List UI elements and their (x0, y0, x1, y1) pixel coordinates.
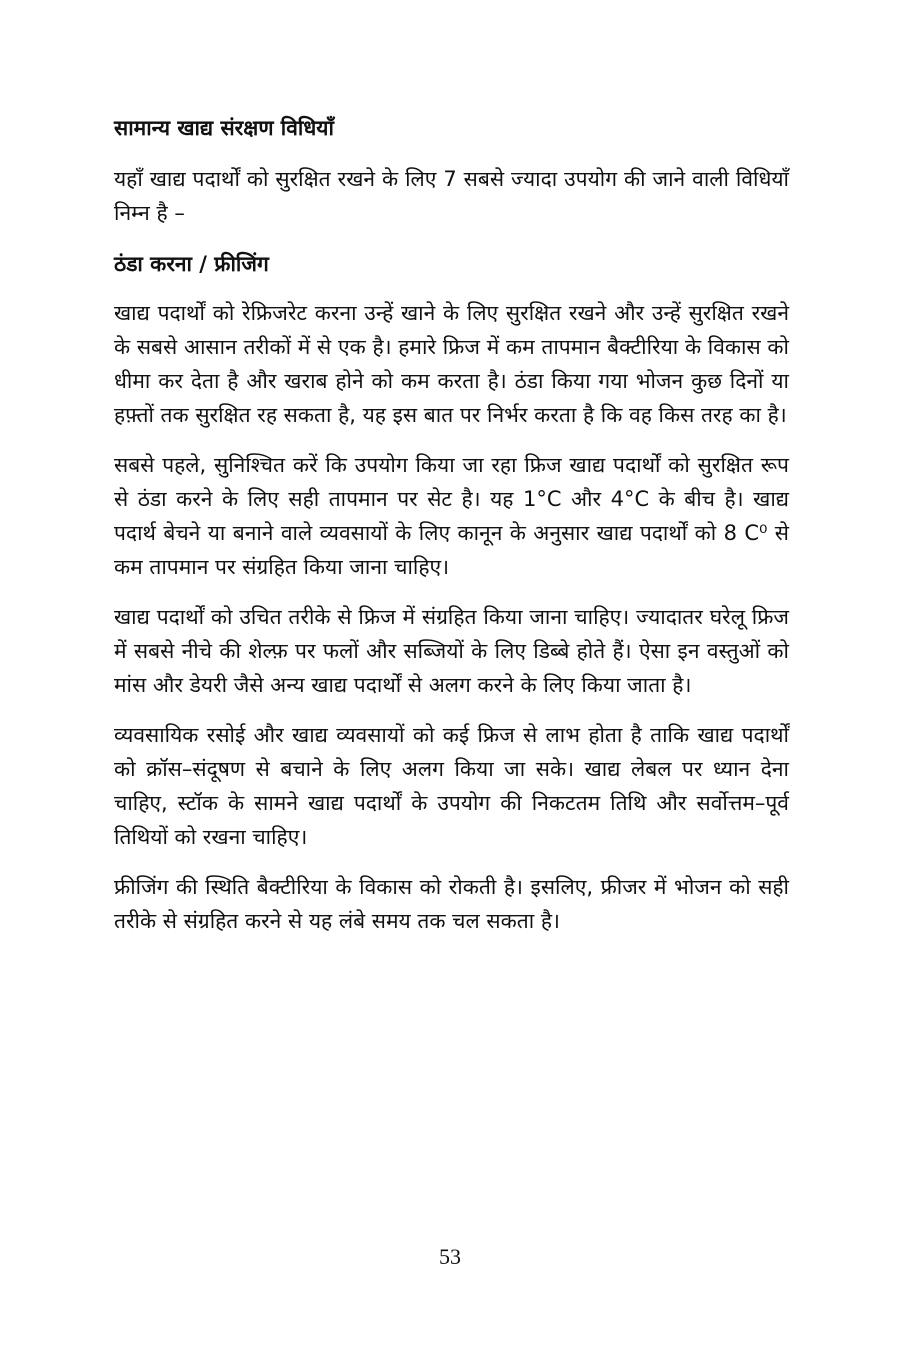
intro-paragraph: यहाँ खाद्य पदार्थों को सुरक्षित रखने के लिए 7 सबसे ज्यादा उपयोग की जाने वाली विधियाँ निम्न है – (114, 167, 789, 225)
paragraph-refrigeration: खाद्य पदार्थों को रेफ्रिजरेट करना उन्हें खाने के लिए सुरक्षित रखने और उन्हें सुरक्षित रखने के सबसे आसान तरीकों में से एक है। हमारे फ्रिज में कम तापमान बैक्टीरिया के विकास को धीमा कर देता है और खराब होने को कम करता है। ठंडा किया गया भोजन कुछ दिनों या हफ़्तों तक सुरक्षित रह सकता है, यह इस बात पर निर्भर करता है कि वह किस तरह का है। (114, 301, 789, 427)
paragraph-commercial: व्यवसायिक रसोई और खाद्य व्यवसायों को कई फ्रिज से लाभ होता है ताकि खाद्य पदार्थों को क्रॉस–संदूषण से बचाने के लिए अलग किया जा सके। खाद्य लेबल पर ध्यान देना चाहिए, स्टॉक के सामने खाद्य पदार्थों के उपयोग की निकटतम तिथि और सर्वोत्तम–पूर्व तिथियों को रखना चाहिए। (114, 723, 789, 849)
paragraph-freezing: फ्रीजिंग की स्थिति बैक्टीरिया के विकास को रोकती है। इसलिए, फ्रीजर में भोजन को सही तरीके से संग्रहित करने से यह लंबे समय तक चल सकता है। (114, 875, 789, 933)
subheading: ठंडा करना / फ्रीजिंग (114, 252, 269, 276)
paragraph-storage: खाद्य पदार्थों को उचित तरीके से फ्रिज में संग्रहित किया जाना चाहिए। ज्यादातर घरेलू फ्रिज में सबसे नीचे की शेल्फ़ पर फलों और सब्जियों के लिए डिब्बे होते हैं। ऐसा इन वस्तुओं को मांस और डेयरी जैसे अन्य खाद्य पदार्थों से अलग करने के लिए किया जाता है। (114, 605, 789, 697)
page-content (114, 110, 789, 954)
section-heading: सामान्य खाद्य संरक्षण विधियाँ (114, 116, 334, 140)
paragraph-temperature: सबसे पहले, सुनिश्चित करें कि उपयोग किया जा रहा फ्रिज खाद्य पदार्थों को सुरक्षित रूप से ठंडा करने के लिए सही तापमान पर सेट है। यह 1°C और 4°C के बीच है। खाद्य पदार्थ बेचने या बनाने वाले व्यवसायों के लिए कानून के अनुसार खाद्य पदार्थों को 8 C⁰ से कम तापमान पर संग्रहित किया जाना चाहिए। (114, 453, 789, 579)
page-number: 53 (439, 1244, 461, 1269)
